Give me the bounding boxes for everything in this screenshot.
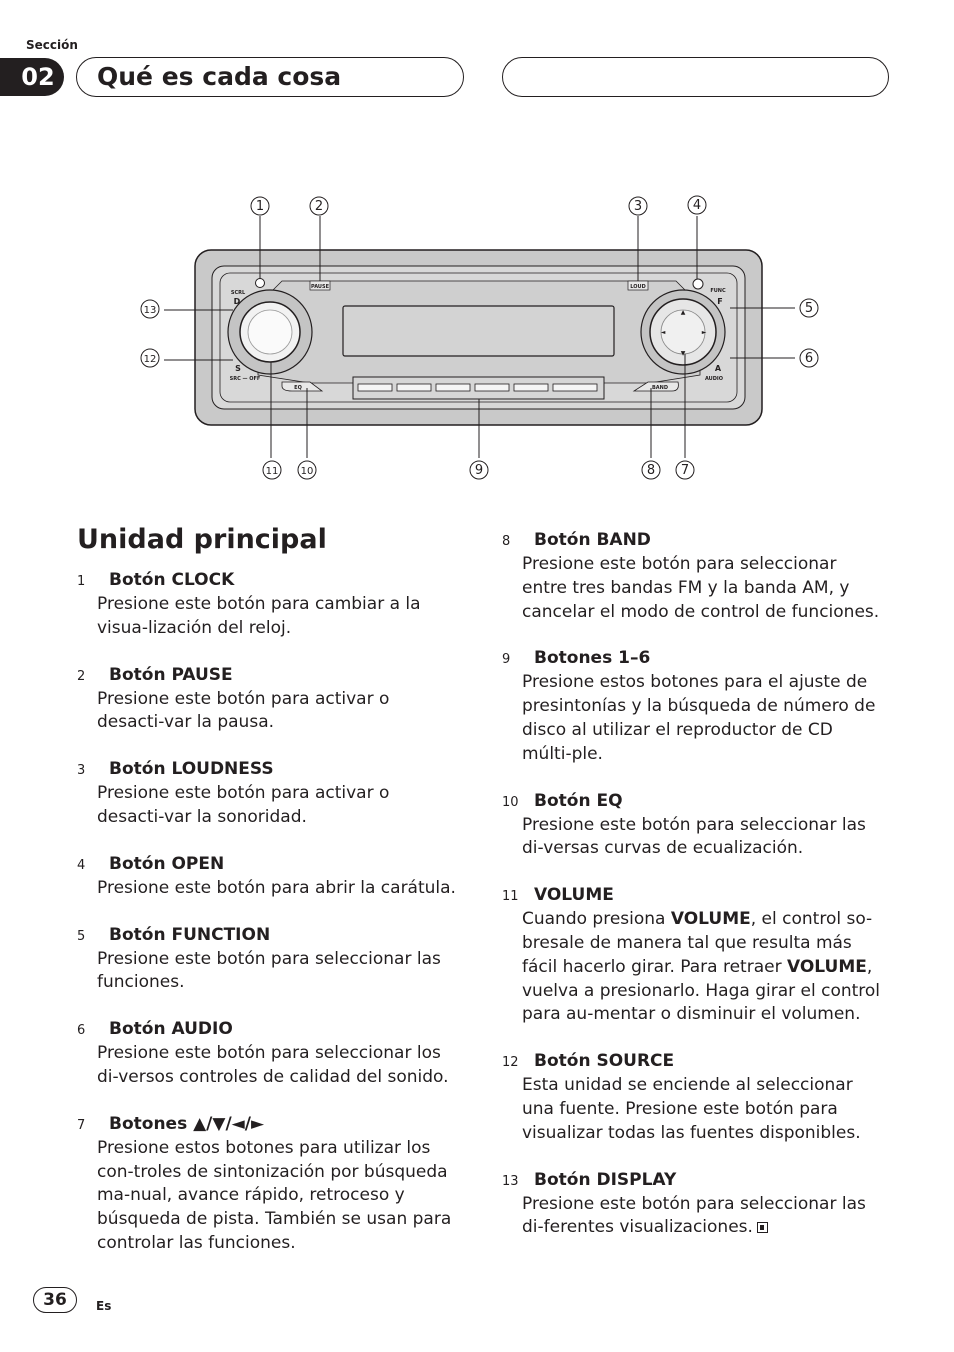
item-function — [77, 924, 457, 996]
item-title: Botón FUNCTION — [109, 924, 271, 945]
svg-text:5: 5 — [804, 301, 814, 316]
right-column — [502, 529, 882, 1263]
label-func: FUNC — [710, 288, 726, 294]
svg-text:7: 7 — [680, 463, 690, 478]
svg-text:8: 8 — [646, 463, 656, 478]
item-description: Esta unidad se enciende al seleccionar una fuente. Presione este botón para visualizar todas las fuentes disponibles. — [522, 1075, 861, 1143]
callout-6 — [800, 349, 818, 367]
head-unit-diagram — [0, 180, 954, 500]
head-unit-illustration — [0, 180, 954, 500]
item-arrow-buttons — [77, 1113, 457, 1256]
item-open — [77, 853, 457, 901]
item-loudness — [77, 758, 457, 830]
item-number: 7 — [77, 1117, 86, 1133]
callout-10 — [298, 461, 316, 479]
label-a: A — [714, 364, 722, 373]
item-description: Presione este botón para seleccionar las di-versas curvas de ecualización. — [522, 814, 866, 859]
callout-8 — [642, 461, 660, 479]
label-band: BAND — [651, 385, 669, 391]
item-eq — [502, 790, 882, 862]
item-description: Presione este botón para seleccionar los di-versos controles de calidad del sonido. — [97, 1043, 449, 1087]
callout-12 — [141, 349, 159, 367]
item-title: Botones 1–6 — [534, 648, 651, 669]
svg-text:3: 3 — [633, 199, 643, 214]
callout-3 — [629, 197, 647, 215]
item-number: 6 — [77, 1023, 86, 1039]
label-pause: PAUSE — [311, 284, 329, 290]
item-title: Botones ▲/▼/◄/► — [109, 1113, 265, 1134]
svg-text:◄: ◄ — [660, 329, 666, 336]
item-number: 3 — [77, 763, 86, 779]
item-description: Presione este botón para activar o desacti-var la sonoridad. — [97, 783, 390, 827]
empty-header-pill — [502, 57, 889, 97]
item-title: Botón CLOCK — [109, 570, 235, 590]
label-f: F — [717, 297, 723, 306]
item-pause — [77, 664, 457, 736]
svg-text:►: ► — [701, 329, 707, 336]
item-title: Botón PAUSE — [109, 664, 233, 685]
end-of-section-icon — [757, 1222, 768, 1233]
callout-5 — [800, 299, 818, 317]
item-number: 1 — [77, 574, 86, 589]
callout-13 — [141, 300, 159, 318]
svg-text:6: 6 — [804, 351, 814, 366]
open-button-shape — [693, 279, 703, 289]
item-description: Presione este botón para seleccionar entre tres bandas FM y la banda AM, y cancelar el modo de control de funciones. — [522, 554, 880, 622]
item-clock — [77, 569, 457, 641]
callout-4 — [688, 196, 706, 214]
label-loud: LOUD — [630, 284, 646, 290]
item-number: 4 — [77, 857, 86, 873]
preset-button-5 — [514, 384, 548, 391]
label-audio: AUDIO — [704, 376, 724, 382]
item-description: Presione este botón para seleccionar las funciones. — [97, 948, 441, 993]
section-label: Sección — [26, 38, 78, 52]
chapter-title: Qué es cada cosa — [76, 57, 464, 97]
item-number: 8 — [502, 534, 511, 549]
left-column — [77, 569, 457, 1279]
label-src-off: SRC — OFF — [229, 376, 261, 382]
svg-text:2: 2 — [314, 199, 324, 214]
display-window — [343, 306, 614, 356]
clock-button-shape — [256, 279, 265, 288]
item-title: Botón OPEN — [109, 853, 225, 874]
item-number: 10 — [502, 794, 519, 810]
item-number: 5 — [77, 928, 86, 944]
item-source — [502, 1050, 882, 1145]
svg-text:10: 10 — [300, 466, 314, 477]
item-description: Cuando presiona VOLUME, el control so-bresale de manera tal que resulta más fácil hacerlo girar. Para retraer VOLUME, vuelva a presionarlo. Haga girar el control para au-mentar o disminuir el volumen. — [522, 909, 881, 1025]
item-number: 13 — [502, 1173, 519, 1189]
item-presets — [502, 647, 882, 766]
section-number-badge: 02 — [0, 58, 64, 96]
item-audio — [77, 1018, 457, 1090]
item-title: VOLUME — [534, 885, 614, 906]
language-code: Es — [96, 1299, 112, 1313]
preset-button-6 — [553, 384, 597, 391]
item-description: Presione estos botones para el ajuste de presintonías y la búsqueda de número de disco al utilizar el reproductor de CD múlti-ple. — [522, 672, 876, 764]
item-title: Botón EQ — [534, 790, 623, 811]
callout-2 — [310, 197, 328, 215]
item-number: 11 — [502, 889, 519, 905]
svg-text:4: 4 — [692, 198, 702, 213]
item-band — [502, 529, 882, 624]
label-eq: EQ — [294, 385, 302, 391]
item-title: Botón BAND — [534, 530, 651, 550]
svg-text:9: 9 — [474, 463, 484, 478]
item-title: Botón LOUDNESS — [109, 759, 274, 780]
svg-text:13: 13 — [143, 305, 157, 316]
label-scrl: SCRL — [230, 290, 246, 296]
item-number: 12 — [502, 1055, 519, 1071]
item-description: Presione este botón para cambiar a la visua-lización del reloj. — [97, 594, 421, 638]
svg-text:▼: ▼ — [680, 350, 686, 357]
section-heading: Unidad principal — [77, 524, 327, 555]
item-title: Botón SOURCE — [534, 1051, 675, 1072]
preset-button-4 — [475, 384, 509, 391]
page-number: 36 — [33, 1287, 77, 1313]
item-number: 9 — [502, 652, 511, 668]
preset-button-1 — [358, 384, 392, 391]
svg-text:1: 1 — [255, 199, 265, 214]
label-d: D — [233, 297, 241, 306]
item-volume — [502, 884, 882, 1027]
item-title: Botón AUDIO — [109, 1019, 233, 1040]
item-description: Presione este botón para activar o desacti-var la pausa. — [97, 688, 390, 733]
item-description: Presione este botón para seleccionar las di-ferentes visualizaciones. — [522, 1193, 866, 1238]
callout-7 — [676, 461, 694, 479]
item-description: Presione este botón para abrir la carátula. — [97, 877, 456, 898]
preset-button-2 — [397, 384, 431, 391]
callout-1 — [251, 197, 269, 215]
label-s: S — [235, 364, 241, 373]
preset-button-3 — [436, 384, 470, 391]
svg-text:12: 12 — [143, 354, 157, 365]
svg-text:▲: ▲ — [680, 309, 686, 316]
item-description: Presione estos botones para utilizar los con-troles de sintonización por búsqueda ma-nual, avance rápido, retroceso y búsqueda de pista. También se usan para controlar las funciones. — [97, 1137, 452, 1253]
callout-9 — [470, 461, 488, 479]
item-number: 2 — [77, 668, 86, 684]
callout-11 — [263, 461, 281, 479]
item-display — [502, 1169, 882, 1241]
item-title: Botón DISPLAY — [534, 1169, 677, 1190]
svg-text:11: 11 — [265, 466, 279, 477]
